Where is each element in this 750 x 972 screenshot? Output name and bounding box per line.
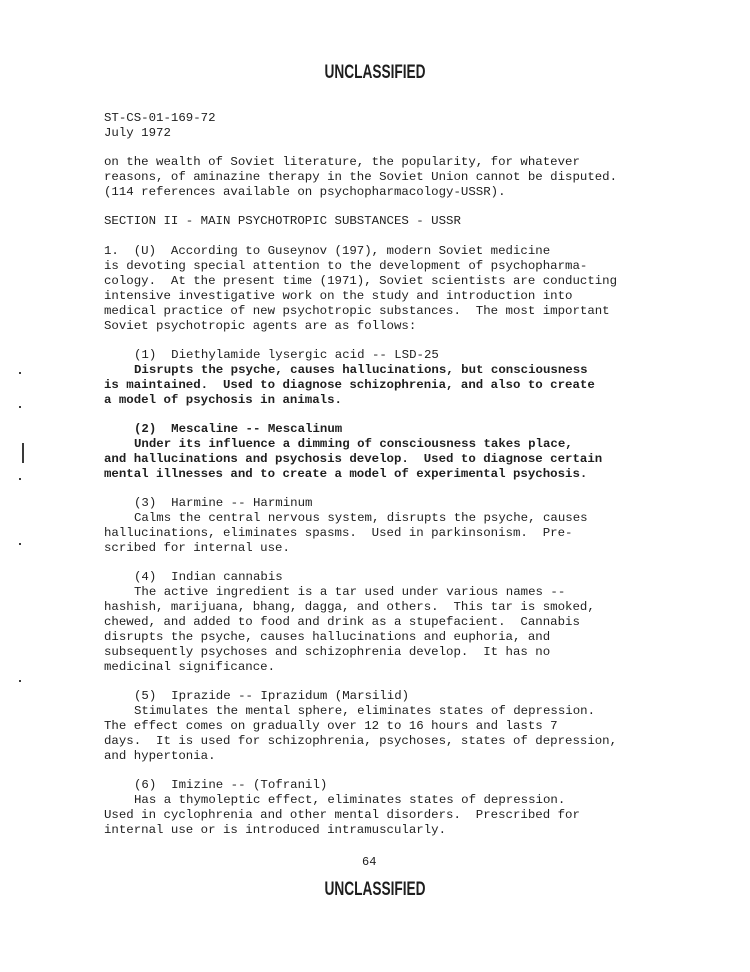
item-text-line: scribed for internal use. (104, 541, 290, 555)
item-text-line: medicinal significance. (104, 660, 276, 674)
scan-speck (19, 543, 21, 545)
item-text-line: Used in cyclophrenia and other mental disorders. Prescribed for (104, 808, 580, 822)
item-text-line: Calms the central nervous system, disrupts the psyche, causes (134, 511, 588, 525)
item-title: (5) Iprazide -- Iprazidum (Marsilid) (134, 689, 410, 703)
item-title: (2) Mescaline -- Mescalinum (134, 422, 343, 436)
item-title: (6) Imizine -- (Tofranil) (134, 778, 328, 792)
classification-marking-bottom: UNCLASSIFIED (324, 879, 426, 900)
item-text-line: The active ingredient is a tar used under various names -- (134, 585, 566, 599)
paragraph-line: cology. At the present time (1971), Soviet scientists are conducting (104, 274, 618, 288)
intro-line: reasons, of aminazine therapy in the Soviet Union cannot be disputed. (104, 170, 618, 184)
item-text-line: hashish, marijuana, bhang, dagga, and others. This tar is smoked, (104, 600, 595, 614)
intro-line: on the wealth of Soviet literature, the popularity, for whatever (104, 155, 580, 169)
scan-speck (19, 372, 21, 374)
classification-marking-top: UNCLASSIFIED (324, 62, 426, 83)
item-text-line: days. It is used for schizophrenia, psychoses, states of depression, (104, 734, 618, 748)
scan-speck (19, 680, 21, 682)
item-text-line: and hallucinations and psychosis develop. Used to diagnose certain (104, 452, 603, 466)
paragraph-line: 1. (U) According to Guseynov (197), modern Soviet medicine (104, 244, 551, 258)
document-id: ST-CS-01-169-72 (104, 111, 216, 125)
item-text-line: Disrupts the psyche, causes hallucinations, but consciousness (134, 363, 588, 377)
scan-speck (22, 443, 24, 463)
item-text-line: disrupts the psyche, causes hallucinations and euphoria, and (104, 630, 551, 644)
document-date: July 1972 (104, 126, 171, 140)
item-text-line: The effect comes on gradually over 12 to 16 hours and lasts 7 (104, 719, 558, 733)
paragraph-line: Soviet psychotropic agents are as follows: (104, 319, 417, 333)
page-number: 64 (362, 855, 377, 869)
paragraph-line: is devoting special attention to the development of psychopharma- (104, 259, 588, 273)
item-title: (3) Harmine -- Harminum (134, 496, 313, 510)
section-heading: SECTION II - MAIN PSYCHOTROPIC SUBSTANCES - USSR (104, 214, 461, 228)
item-text-line: hallucinations, eliminates spasms. Used in parkinsonism. Pre- (104, 526, 573, 540)
item-text-line: subsequently psychoses and schizophrenia develop. It has no (104, 645, 551, 659)
item-text-line: mental illnesses and to create a model of experimental psychosis. (104, 467, 588, 481)
item-text-line: chewed, and added to food and drink as a stupefacient. Cannabis (104, 615, 580, 629)
item-text-line: a model of psychosis in animals. (104, 393, 342, 407)
paragraph-line: intensive investigative work on the study and introduction into (104, 289, 573, 303)
intro-line: (114 references available on psychopharmacology-USSR). (104, 185, 506, 199)
scan-speck (19, 478, 21, 480)
item-text-line: internal use or is introduced intramuscularly. (104, 823, 447, 837)
item-text-line: is maintained. Used to diagnose schizophrenia, and also to create (104, 378, 595, 392)
paragraph-line: medical practice of new psychotropic substances. The most important (104, 304, 610, 318)
item-title: (1) Diethylamide lysergic acid -- LSD-25 (134, 348, 439, 362)
item-text-line: and hypertonia. (104, 749, 216, 763)
item-title: (4) Indian cannabis (134, 570, 283, 584)
item-text-line: Stimulates the mental sphere, eliminates states of depression. (134, 704, 596, 718)
item-text-line: Under its influence a dimming of consciousness takes place, (134, 437, 573, 451)
item-text-line: Has a thymoleptic effect, eliminates states of depression. (134, 793, 566, 807)
scan-speck (19, 406, 21, 408)
